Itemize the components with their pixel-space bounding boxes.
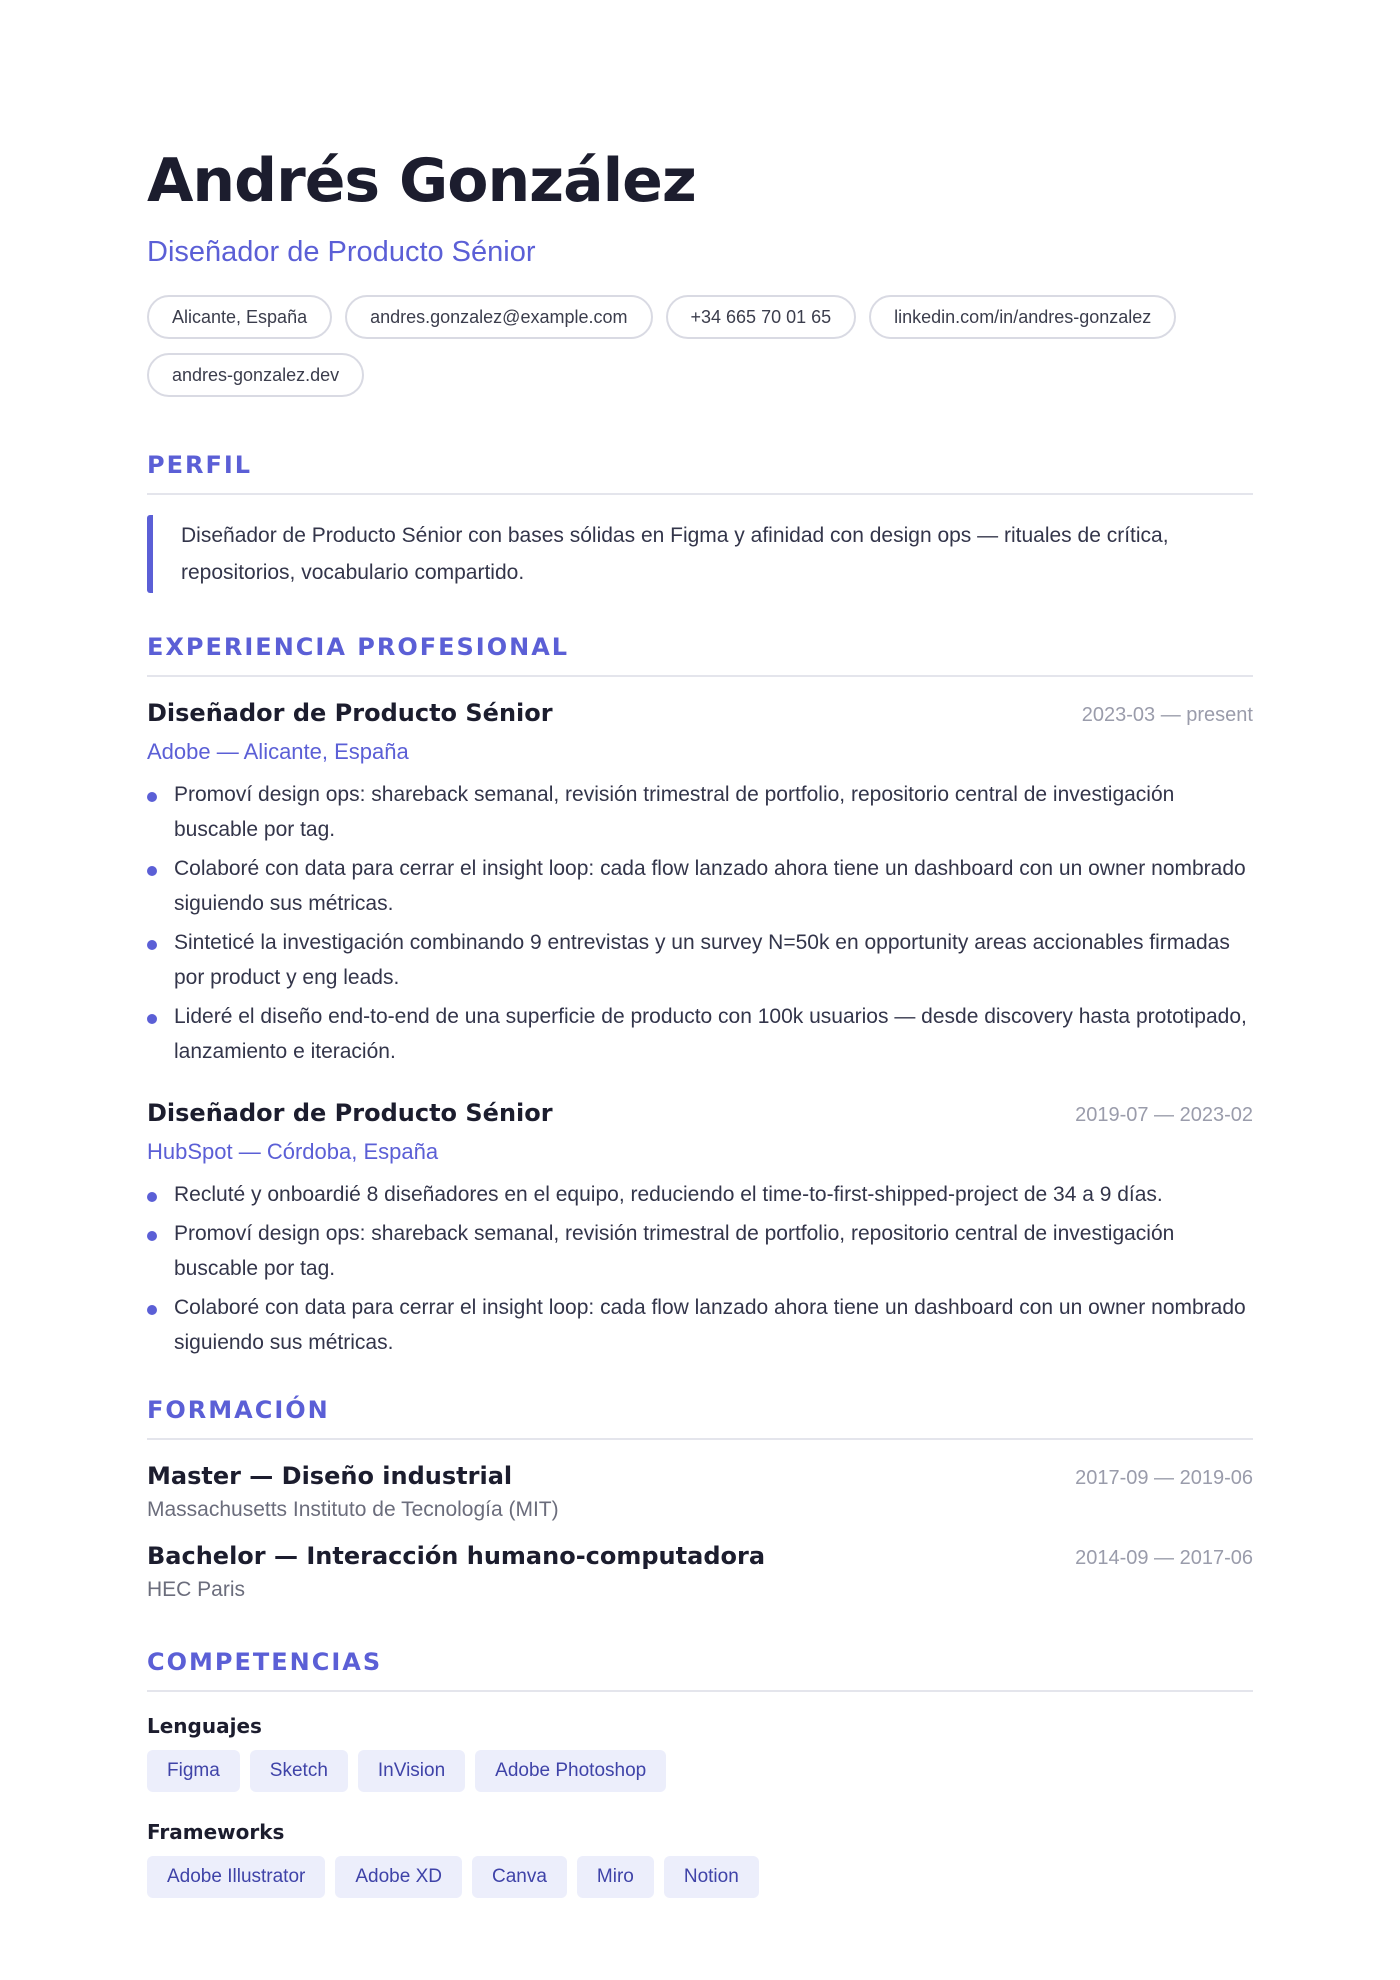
- job-dates: 2019-07 — 2023-02: [1075, 1104, 1253, 1126]
- section-title-skills: COMPETENCIAS: [147, 1648, 1253, 1692]
- skill-group: [147, 1820, 1253, 1898]
- section-title-profile: PERFIL: [147, 451, 1253, 495]
- contact-list: [147, 295, 1277, 397]
- contact-location: Alicante, España: [147, 295, 332, 339]
- section-title-education: FORMACIÓN: [147, 1396, 1253, 1440]
- skill-tags: [147, 1856, 1253, 1898]
- skill-tag: Adobe Illustrator: [147, 1856, 325, 1898]
- contact-linkedin[interactable]: linkedin.com/in/andres-gonzalez: [869, 295, 1176, 339]
- education-dates: 2014-09 — 2017-06: [1075, 1547, 1253, 1569]
- skill-group-label: Lenguajes: [147, 1714, 262, 1738]
- job-title: Diseñador de Producto Sénior: [147, 699, 553, 727]
- job-entry: [147, 1099, 1253, 1360]
- skills-section: [147, 1648, 1253, 1898]
- list-item: Promoví design ops: shareback semanal, revisión trimestral de portfolio, repositorio central de investigación buscable por tag.: [147, 1216, 1253, 1286]
- profile-summary: Diseñador de Producto Sénior con bases sólidas en Figma y afinidad con design ops — rituales de crítica, repositorios, vocabulario compartido.: [147, 515, 1253, 593]
- education-degree: Master — Diseño industrial: [147, 1462, 513, 1490]
- section-title-experience: EXPERIENCIA PROFESIONAL: [147, 633, 1253, 677]
- list-item: Colaboré con data para cerrar el insight loop: cada flow lanzado ahora tiene un dashboard con un owner nombrado siguiendo sus métricas.: [147, 1290, 1253, 1360]
- education-degree: Bachelor — Interacción humano-computadora: [147, 1542, 766, 1570]
- job-achievements: [147, 777, 1253, 1069]
- education-entry: [147, 1462, 1253, 1522]
- skill-tag: Miro: [577, 1856, 654, 1898]
- skill-tag: Notion: [664, 1856, 759, 1898]
- skill-tag: InVision: [358, 1750, 465, 1792]
- education-school: Massachusetts Instituto de Tecnología (MIT): [147, 1498, 559, 1521]
- contact-website[interactable]: andres-gonzalez.dev: [147, 353, 364, 397]
- candidate-name: Andrés González: [147, 146, 696, 216]
- list-item: Lideré el diseño end-to-end de una superficie de producto con 100k usuarios — desde discovery hasta prototipado, lanzamiento e iteración.: [147, 999, 1253, 1069]
- skill-tag: Canva: [472, 1856, 567, 1898]
- contact-phone[interactable]: +34 665 70 01 65: [666, 295, 857, 339]
- skill-group: [147, 1714, 1253, 1792]
- job-company: HubSpot — Córdoba, España: [147, 1139, 439, 1164]
- job-title: Diseñador de Producto Sénior: [147, 1099, 553, 1127]
- skill-tag: Adobe Photoshop: [475, 1750, 666, 1792]
- contact-email[interactable]: andres.gonzalez@example.com: [345, 295, 652, 339]
- skill-tag: Adobe XD: [335, 1856, 462, 1898]
- skill-group-label: Frameworks: [147, 1820, 285, 1844]
- job-entry: [147, 699, 1253, 1069]
- education-school: HEC Paris: [147, 1578, 246, 1601]
- list-item: Promoví design ops: shareback semanal, revisión trimestral de portfolio, repositorio central de investigación buscable por tag.: [147, 777, 1253, 847]
- skill-tags: [147, 1750, 1253, 1792]
- skill-tag: Sketch: [250, 1750, 348, 1792]
- education-entry: [147, 1542, 1253, 1602]
- candidate-role: Diseñador de Producto Sénior: [147, 236, 536, 268]
- education-section: [147, 1396, 1253, 1602]
- list-item: Colaboré con data para cerrar el insight loop: cada flow lanzado ahora tiene un dashboard con un owner nombrado siguiendo sus métricas.: [147, 851, 1253, 921]
- education-dates: 2017-09 — 2019-06: [1075, 1467, 1253, 1489]
- list-item: Sinteticé la investigación combinando 9 entrevistas y un survey N=50k en opportunity areas accionables firmadas por product y eng leads.: [147, 925, 1253, 995]
- profile-section: [147, 451, 1253, 593]
- job-company: Adobe — Alicante, España: [147, 739, 409, 764]
- job-achievements: [147, 1177, 1253, 1360]
- skill-tag: Figma: [147, 1750, 240, 1792]
- experience-section: [147, 633, 1253, 1360]
- job-dates: 2023-03 — present: [1081, 704, 1253, 726]
- list-item: Recluté y onboardié 8 diseñadores en el equipo, reduciendo el time-to-first-shipped-project de 34 a 9 días.: [147, 1177, 1253, 1212]
